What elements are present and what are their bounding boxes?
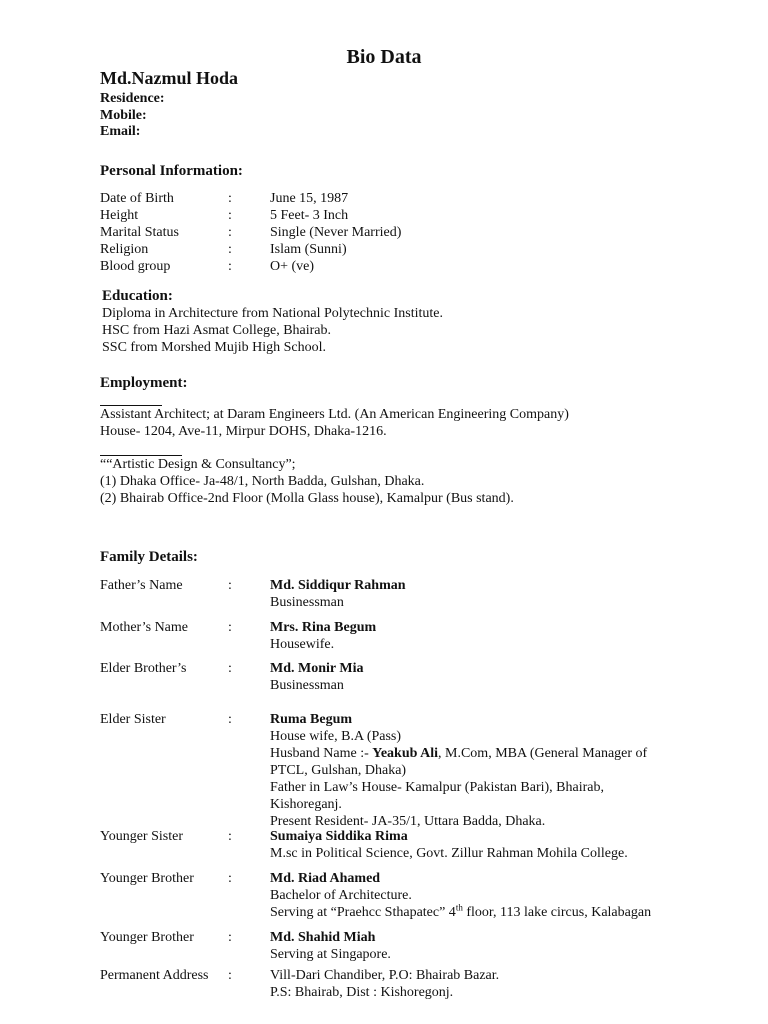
serving-suffix: floor, 113 lake circus, Kalabagan — [462, 905, 652, 920]
family-value — [270, 828, 690, 862]
member-detail: M.sc in Political Science, Govt. Zillur Rahman Mohila College. — [270, 846, 628, 861]
employment-heading: Employment: — [100, 375, 188, 391]
row-label: Religion — [100, 242, 149, 257]
address-line: Vill-Dari Chandiber, P.O: Bhairab Bazar. — [270, 968, 500, 983]
family-value — [270, 660, 670, 694]
serving-line — [270, 904, 690, 921]
personal-row-religion — [100, 241, 740, 258]
office-line: (2) Bhairab Office-2nd Floor (Molla Glass house), Kamalpur (Bus stand). — [100, 491, 514, 506]
family-value — [270, 711, 670, 830]
job-title-line: Assistant Architect; at Daram Engineers Ltd. (An American Engineering Company) — [100, 407, 569, 422]
personal-row-marital — [100, 224, 740, 241]
husband-line — [270, 745, 670, 779]
row-separator: : — [228, 930, 232, 945]
serving-prefix: Serving at “Praehcc Sthapatec” 4 — [270, 905, 456, 920]
row-label: Date of Birth — [100, 191, 174, 206]
row-separator: : — [228, 829, 232, 844]
member-name: Md. Riad Ahamed — [270, 871, 381, 886]
company-line: ““Artistic Design & Consultancy”; — [100, 457, 296, 472]
row-separator: : — [228, 620, 232, 635]
job-address-line: House- 1204, Ave-11, Mirpur DOHS, Dhaka-1216. — [100, 424, 387, 439]
employment-job-2 — [100, 456, 514, 507]
education-heading: Education: — [102, 288, 173, 304]
family-value — [270, 967, 670, 1001]
row-separator: : — [228, 968, 232, 983]
family-value — [270, 929, 670, 963]
member-name: Sumaiya Siddika Rima — [270, 829, 408, 844]
row-separator: : — [228, 661, 232, 676]
member-name: Ruma Begum — [270, 712, 353, 727]
family-label: Younger Brother — [100, 930, 194, 945]
personal-row-blood — [100, 258, 740, 275]
member-detail: Housewife. — [270, 637, 335, 652]
row-value: June 15, 1987 — [270, 191, 349, 206]
row-label: Marital Status — [100, 225, 179, 240]
member-name: Md. Monir Mia — [270, 661, 364, 676]
residence-label: Residence: — [100, 91, 165, 106]
contact-block — [100, 91, 165, 141]
member-name: Md. Shahid Miah — [270, 930, 376, 945]
row-separator: : — [228, 871, 232, 886]
personal-row-dob — [100, 190, 740, 207]
family-label: Elder Brother’s — [100, 661, 187, 676]
row-label: Blood group — [100, 259, 171, 274]
family-label: Elder Sister — [100, 712, 166, 727]
present-resident-line: Present Resident- JA-35/1, Uttara Badda, Dhaka. — [270, 814, 546, 829]
family-label: Father’s Name — [100, 578, 183, 593]
row-separator: : — [228, 712, 232, 727]
row-label: Height — [100, 208, 139, 223]
email-label: Email: — [100, 124, 141, 139]
family-value — [270, 577, 670, 611]
employment-job-1 — [100, 406, 569, 440]
member-detail: Serving at Singapore. — [270, 947, 391, 962]
row-value: Single (Never Married) — [270, 225, 402, 240]
row-value: O+ (ve) — [270, 259, 315, 274]
row-separator: : — [228, 259, 232, 274]
member-detail: House wife, B.A (Pass) — [270, 729, 402, 744]
row-separator: : — [228, 242, 232, 257]
office-line: (1) Dhaka Office- Ja-48/1, North Badda, Gulshan, Dhaka. — [100, 474, 425, 489]
member-detail: Bachelor of Architecture. — [270, 888, 412, 903]
member-detail: Businessman — [270, 595, 344, 610]
address-line: P.S: Bhairab, Dist : Kishoregonj. — [270, 985, 454, 1000]
row-value: 5 Feet- 3 Inch — [270, 208, 349, 223]
row-separator: : — [228, 578, 232, 593]
row-separator: : — [228, 225, 232, 240]
personal-heading: Personal Information: — [100, 163, 243, 179]
family-value — [270, 619, 670, 653]
personal-row-height — [100, 207, 740, 224]
person-name: Md.Nazmul Hoda — [100, 68, 239, 88]
husband-suffix: , M.Com, MBA (General Manager of PTCL, Gulshan, Dhaka) — [270, 746, 648, 778]
family-label: Permanent Address — [100, 968, 209, 983]
husband-prefix: Husband Name :- — [270, 746, 373, 761]
row-separator: : — [228, 191, 232, 206]
member-detail: Businessman — [270, 678, 344, 693]
family-label: Younger Sister — [100, 829, 183, 844]
member-name: Mrs. Rina Begum — [270, 620, 377, 635]
education-list — [102, 305, 443, 356]
husband-name: Yeakub Ali — [372, 746, 439, 761]
family-label: Younger Brother — [100, 871, 194, 886]
ordinal-suffix: th — [455, 902, 463, 913]
mobile-label: Mobile: — [100, 107, 147, 123]
document-title: Bio Data — [346, 46, 422, 68]
education-item: HSC from Hazi Asmat College, Bhairab. — [102, 323, 332, 338]
row-value: Islam (Sunni) — [270, 242, 347, 257]
family-label: Mother’s Name — [100, 620, 188, 635]
education-item: Diploma in Architecture from National Polytechnic Institute. — [102, 306, 443, 321]
member-name: Md. Siddiqur Rahman — [270, 578, 406, 593]
education-item: SSC from Morshed Mujib High School. — [102, 340, 327, 355]
row-separator: : — [228, 208, 232, 223]
family-value — [270, 870, 690, 921]
family-heading: Family Details: — [100, 549, 198, 565]
in-laws-line: Father in Law’s House- Kamalpur (Pakistan Bari), Bhairab, Kishoreganj. — [270, 780, 604, 812]
